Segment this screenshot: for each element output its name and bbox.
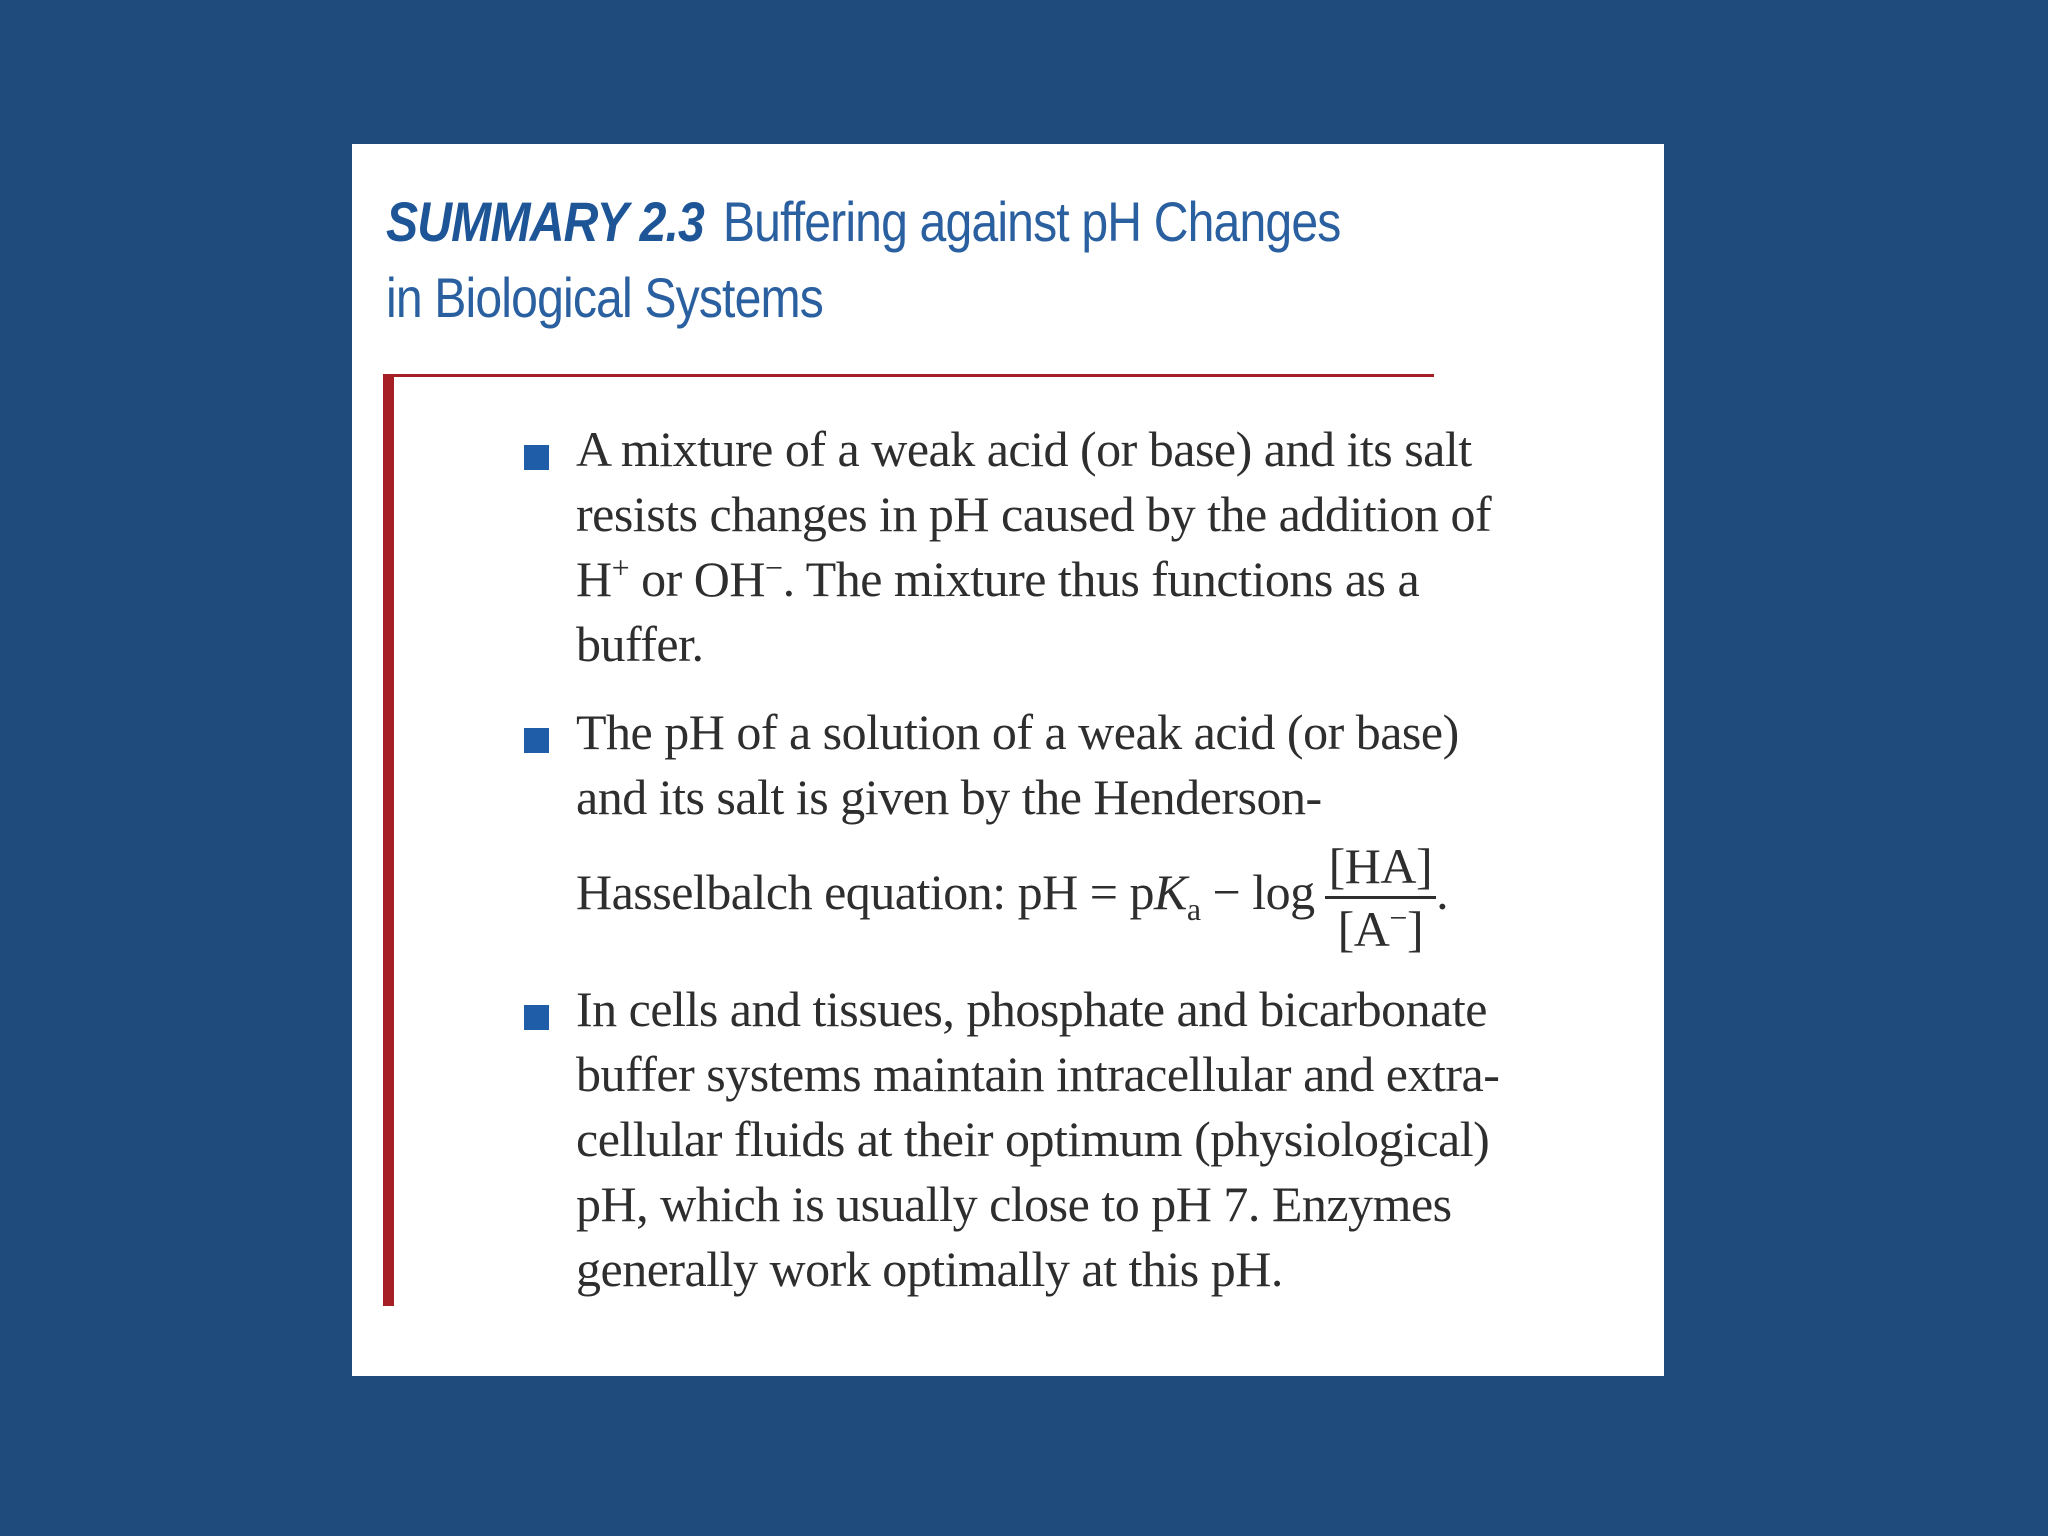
denominator-open: [A xyxy=(1337,901,1390,957)
ratio-fraction xyxy=(1325,836,1437,959)
bullet-item-henderson-hasselbalch xyxy=(444,700,1459,959)
fraction-numerator: [HA] xyxy=(1325,836,1437,899)
text-line: buffer. xyxy=(576,616,704,672)
title-line-2: in Biological Systems xyxy=(386,266,823,329)
oh-ion: or OH xyxy=(629,551,766,607)
equation-prefix: Hasselbalch equation: pH = p xyxy=(576,863,1154,920)
text-line: A mixture of a weak acid (or base) and its salt xyxy=(576,421,1472,477)
summary-box xyxy=(383,374,1500,1306)
minus-superscript: − xyxy=(765,549,783,586)
summary-label: SUMMARY 2.3 xyxy=(386,190,704,253)
text-line: In cells and tissues, phosphate and bicarbonate xyxy=(576,981,1487,1037)
text-line: pH, which is usually close to pH 7. Enzymes xyxy=(576,1176,1452,1232)
h-ion: H xyxy=(576,551,612,607)
denominator-minus: − xyxy=(1389,899,1407,936)
ka-symbol: K xyxy=(1153,863,1187,920)
ka-subscript: a xyxy=(1186,890,1201,927)
denominator-close: ] xyxy=(1406,901,1424,957)
equation-period: . xyxy=(1436,863,1449,920)
text-line: The pH of a solution of a weak acid (or base) xyxy=(576,704,1459,760)
text-line: and its salt is given by the Henderson- xyxy=(576,769,1322,825)
henderson-hasselbalch-equation xyxy=(576,836,1449,959)
square-bullet-icon xyxy=(524,728,549,753)
bullet-item-biological-buffers xyxy=(444,977,1500,1302)
text-line: generally work optimally at this pH. xyxy=(576,1241,1283,1297)
text-segment: . The mixture thus functions as a xyxy=(782,551,1420,607)
summary-card xyxy=(352,144,1664,1376)
square-bullet-icon xyxy=(524,1005,549,1030)
text-line: buffer systems maintain intracellular and extra- xyxy=(576,1046,1500,1102)
log-term: − log xyxy=(1200,863,1315,920)
fraction-denominator xyxy=(1325,899,1437,959)
title-line-1 xyxy=(386,184,1340,260)
text-line: resists changes in pH caused by the addition of xyxy=(576,486,1492,542)
summary-title xyxy=(386,184,1340,336)
bullet-list xyxy=(444,417,1500,1302)
square-bullet-icon xyxy=(524,445,549,470)
text-line: cellular fluids at their optimum (physiological) xyxy=(576,1111,1490,1167)
title-text-1: Buffering against pH Changes xyxy=(722,190,1341,253)
plus-superscript: + xyxy=(611,549,630,586)
text-line xyxy=(576,547,1444,612)
bullet-item-buffer-definition xyxy=(444,417,1492,677)
